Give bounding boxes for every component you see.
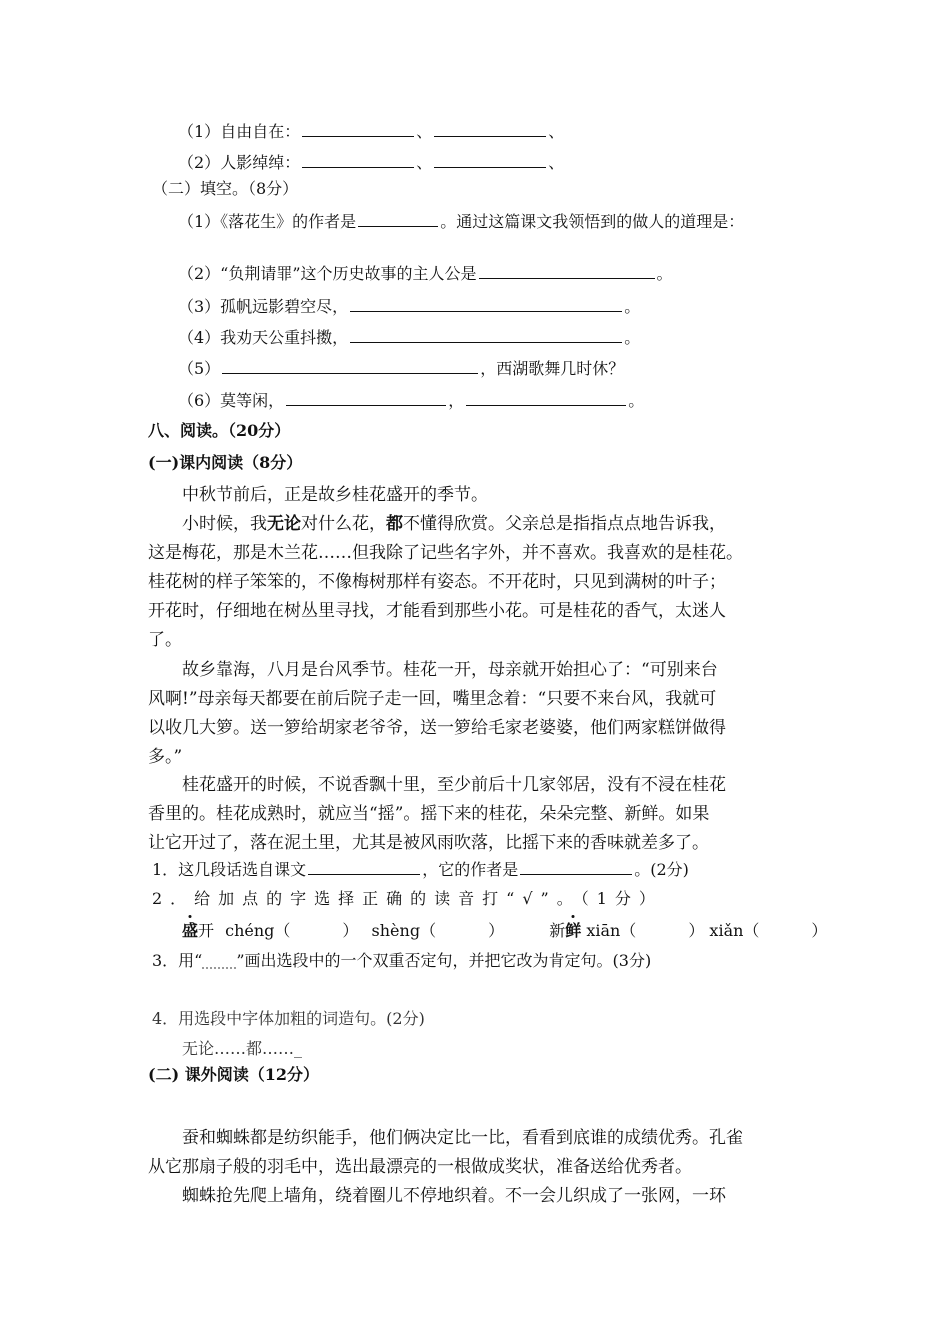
fill-heading: （二）填空。（8分）	[152, 179, 299, 198]
question-text: ”画出选段中的一个双重否定句，并把它改为肯定句。(3分)	[236, 951, 652, 970]
fill-question-3	[178, 295, 640, 318]
reading-question-1	[152, 858, 689, 881]
passage-line: 以收几大箩。送一箩给胡家老爷爷，送一箩给毛家老婆婆，他们两家糕饼做得	[148, 718, 726, 738]
passage-line: 蜘蛛抢先爬上墙角，绕着圈儿不停地织着。不一会儿织成了一张网，一环	[182, 1186, 726, 1206]
word-text: 新	[549, 921, 566, 940]
question-text: （4）我劝天公重抖擞，	[178, 328, 349, 347]
passage-line: 多。”	[148, 747, 183, 767]
passage-text: 小时候，我	[182, 514, 267, 534]
passage-line: 让它开过了，落在泥土里，尤其是被风雨吹落，比摇下来的香味就差多了。	[148, 833, 709, 853]
reading-subheading-2: (二) 课外阅读（12分）	[148, 1065, 319, 1084]
answer-blank[interactable]	[302, 151, 414, 168]
sentence-prompt[interactable]: 无论……都……_	[182, 1039, 303, 1058]
pinyin-option-xian1: xiān（	[586, 921, 637, 940]
passage-line: 桂花盛开的时候，不说香飘十里，至少前后十几家邻居，没有不浸在桂花	[182, 775, 726, 795]
answer-blank[interactable]	[350, 326, 622, 343]
passage-line	[182, 513, 726, 535]
vocab-item-1-label: 自由自在：	[220, 122, 301, 141]
passage-line: 蚕和蜘蛛都是纺织能手，他们俩决定比一比，看看到底谁的成绩优秀。孔雀	[182, 1128, 743, 1148]
fill-question-1	[178, 210, 744, 233]
passage-line: 了。	[148, 630, 182, 650]
question-text: ，它的作者是	[422, 860, 519, 879]
answer-blank[interactable]	[358, 210, 438, 227]
question-text: 。通过这篇课文我领悟到的做人的道理是：	[440, 212, 745, 231]
question-text: 。	[656, 264, 673, 283]
dotted-char-sheng: 盛	[182, 921, 199, 940]
word-text: 开	[198, 921, 215, 940]
dotted-char-xian: 鲜	[565, 921, 582, 940]
passage-text: 不懂得欣赏。父亲总是指指点点地告诉我，	[403, 514, 726, 534]
passage-line: 开花时，仔细地在树丛里寻找，才能看到那些小花。可是桂花的香气，太迷人	[148, 601, 726, 621]
fill-question-6	[178, 389, 644, 412]
answer-blank[interactable]	[434, 120, 546, 137]
bold-word-dou: 都	[386, 514, 403, 534]
vocab-item-1	[178, 120, 564, 143]
separator: 、	[416, 122, 433, 141]
passage-line: 中秋节前后，正是故乡桂花盛开的季节。	[182, 485, 488, 505]
reading-question-2: 2．给加点的字选择正确的读音打“√”。（1分）	[152, 889, 663, 908]
wavy-underline-mark	[202, 955, 236, 969]
reading-subheading-1: (一)课内阅读（8分）	[148, 453, 303, 472]
answer-blank[interactable]	[479, 262, 655, 279]
answer-blank[interactable]	[466, 389, 626, 406]
reading-question-3	[152, 950, 651, 972]
answer-blank[interactable]	[350, 295, 622, 312]
passage-text: 对什么花，	[301, 514, 386, 534]
vocab-item-2-label: 人影绰绰：	[220, 153, 301, 172]
passage-line: 香里的。桂花成熟时，就应当“摇”。摇下来的桂花，朵朵完整、新鲜。如果	[148, 804, 710, 824]
answer-blank[interactable]	[434, 151, 546, 168]
separator: 、	[416, 153, 433, 172]
passage-line: 故乡靠海，八月是台风季节。桂花一开，母亲就开始担心了：“可别来台	[182, 660, 718, 680]
question-text: （5）	[178, 359, 221, 378]
paren-close: ）	[688, 921, 705, 940]
question-text: 3．用“	[152, 951, 203, 970]
paren-close: ）	[811, 921, 828, 940]
passage-line: 这是梅花，那是木兰花……但我除了记些名字外，并不喜欢。我喜欢的是桂花。	[148, 543, 743, 563]
question-text: 。	[624, 297, 641, 316]
paren-close: ）	[488, 921, 505, 940]
question-text: ，	[448, 391, 465, 410]
pinyin-option-cheng: chéng（	[225, 921, 291, 940]
passage-line: 桂花树的样子笨笨的，不像梅树那样有姿态。不开花时，只见到满树的叶子；	[148, 572, 726, 592]
question-text: （2）“负荆请罪”这个历史故事的主人公是	[178, 264, 477, 283]
vocab-item-1-number: （1）	[178, 122, 221, 141]
answer-blank[interactable]	[520, 858, 632, 875]
separator: 、	[548, 153, 565, 172]
question-text: （3）孤帆远影碧空尽，	[178, 297, 349, 316]
reading-heading: 八、阅读。（20分）	[148, 421, 291, 440]
passage-line: 从它那扇子般的羽毛中，选出最漂亮的一根做成奖状，准备送给优秀者。	[148, 1157, 692, 1177]
fill-question-5	[178, 357, 624, 380]
fill-question-4	[178, 326, 640, 349]
answer-blank[interactable]	[308, 858, 420, 875]
question-text: （6）莫等闲，	[178, 391, 285, 410]
separator: 、	[548, 122, 565, 141]
fill-question-2	[178, 262, 673, 285]
reading-question-4: 4．用选段中字体加粗的词造句。(2分)	[152, 1009, 425, 1028]
pinyin-choices	[182, 920, 827, 942]
question-text: ，西湖歌舞几时休？	[480, 359, 625, 378]
answer-blank[interactable]	[286, 389, 446, 406]
question-text: 。(2分)	[634, 860, 689, 879]
question-text: 。	[624, 328, 641, 347]
question-text: 。	[628, 391, 645, 410]
vocab-item-2	[178, 151, 564, 174]
answer-blank[interactable]	[222, 357, 478, 374]
question-text: （1）《落花生》的作者是	[178, 212, 357, 231]
passage-line: 风啊!”母亲每天都要在前后院子走一回，嘴里念着：“只要不来台风，我就可	[148, 689, 717, 709]
question-text: 1．这几段话选自课文	[152, 860, 307, 879]
answer-blank[interactable]	[302, 120, 414, 137]
vocab-item-2-number: （2）	[178, 153, 221, 172]
pinyin-option-xian3: xiǎn（	[709, 921, 760, 940]
paren-close: ）	[342, 921, 359, 940]
bold-word-wulun: 无论	[267, 514, 301, 534]
pinyin-option-sheng: shèng（	[371, 921, 437, 940]
